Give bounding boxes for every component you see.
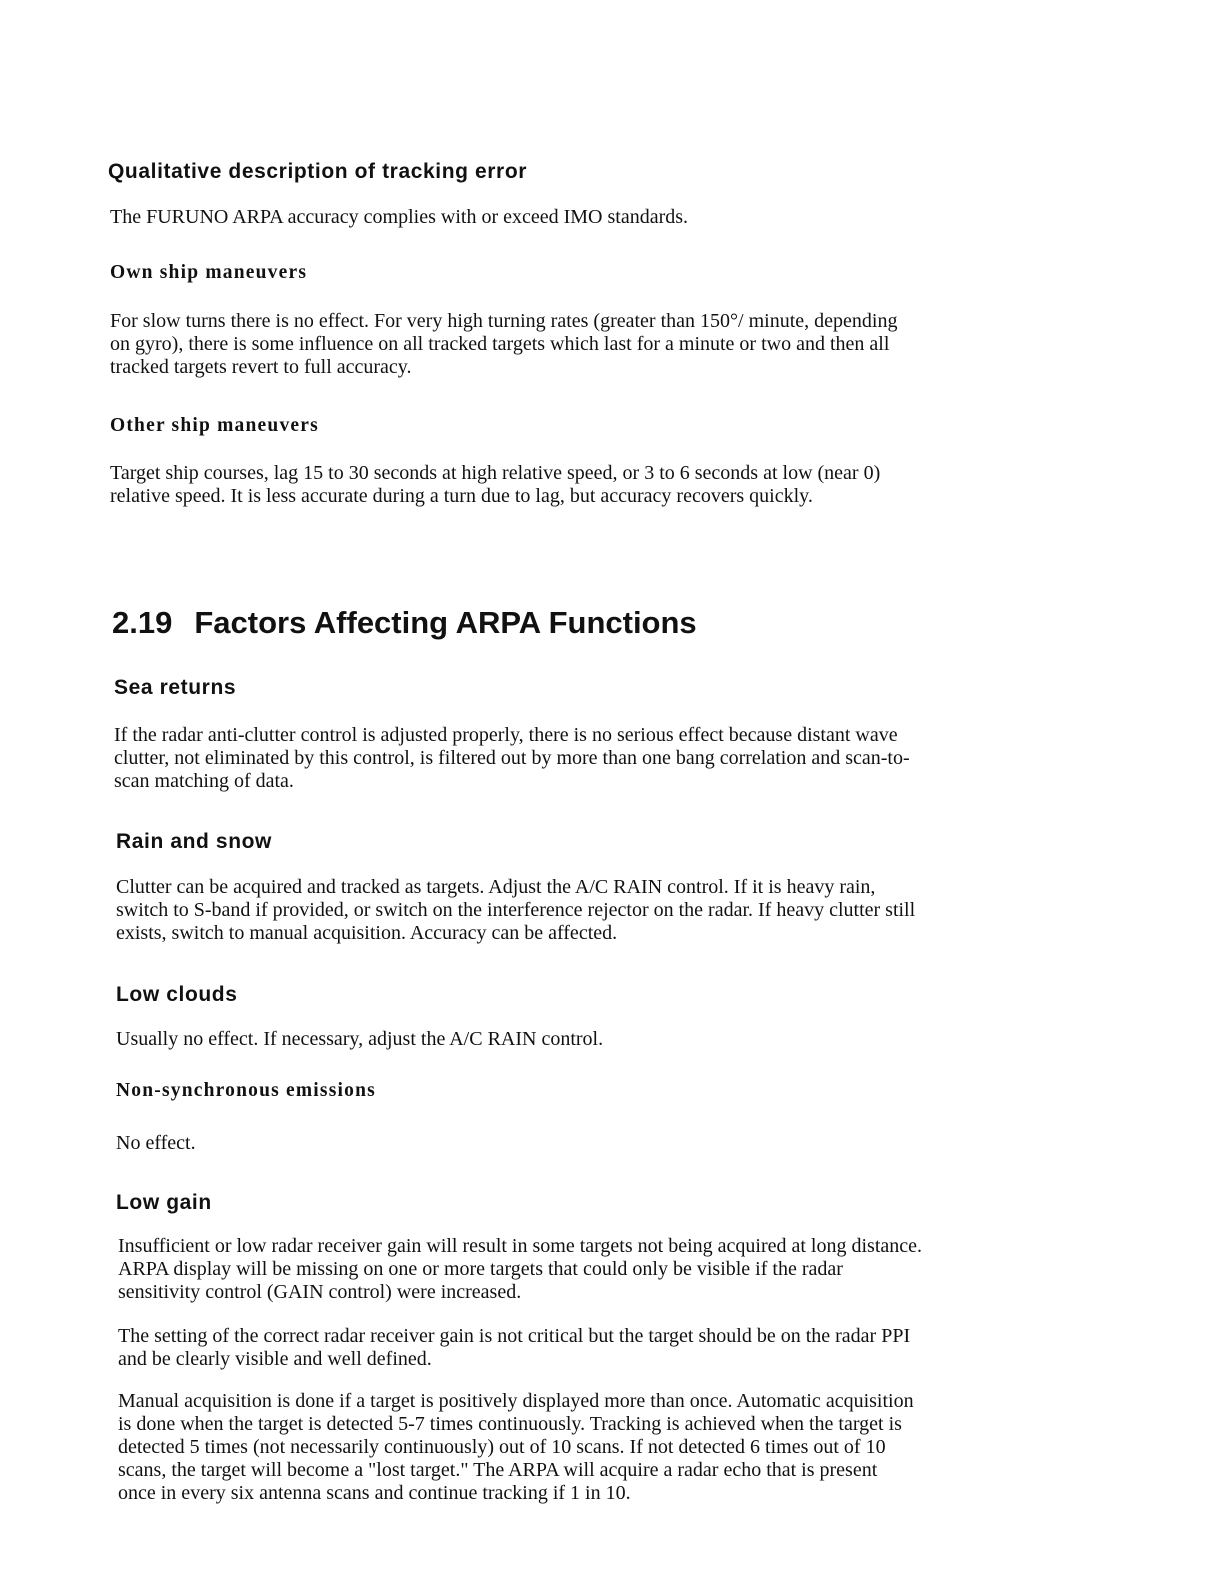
rain-snow-paragraph [116, 876, 1076, 945]
heading-tracking-error: Qualitative description of tracking error [108, 160, 528, 183]
non-sync-paragraph [116, 1132, 1076, 1155]
text-line: exists, switch to manual acquisition. Accuracy can be affected. [116, 922, 618, 944]
text-line: on gyro), there is some influence on all tracked targets which last for a minute or two and then all [110, 333, 890, 355]
section-title-2-19 [112, 605, 1072, 641]
text-line: sensitivity control (GAIN control) were increased. [118, 1281, 522, 1303]
heading-rain-snow: Rain and snow [116, 830, 272, 853]
section-title-text: Factors Affecting ARPA Functions [194, 605, 697, 640]
heading-sea-returns: Sea returns [114, 676, 237, 699]
intro-paragraph [110, 206, 1070, 229]
text-line: The setting of the correct radar receiver gain is not critical but the target should be on the radar PPI [118, 1325, 911, 1347]
text-line: scans, the target will become a "lost target." The ARPA will acquire a radar echo that is present [118, 1459, 878, 1481]
text-line: once in every six antenna scans and continue tracking if 1 in 10. [118, 1482, 631, 1504]
text-line: tracked targets revert to full accuracy. [110, 356, 412, 378]
text-line: clutter, not eliminated by this control, is filtered out by more than one bang correlation and scan-to- [114, 747, 910, 769]
text-line: For slow turns there is no effect. For very high turning rates (greater than 150°/ minute, depending [110, 310, 898, 332]
heading-non-sync: Non-synchronous emissions [116, 1080, 376, 1101]
text-line: The FURUNO ARPA accuracy complies with or exceed IMO standards. [110, 206, 689, 228]
low-clouds-paragraph [116, 1028, 1076, 1051]
low-gain-paragraph-3 [118, 1390, 1078, 1505]
section-number: 2.19 [112, 605, 173, 640]
text-line: ARPA display will be missing on one or more targets that could only be visible if the radar [118, 1258, 843, 1280]
text-line: relative speed. It is less accurate during a turn due to lag, but accuracy recovers quickly. [110, 485, 813, 507]
own-ship-paragraph [110, 310, 1070, 379]
text-line: and be clearly visible and well defined. [118, 1348, 432, 1370]
text-line: If the radar anti-clutter control is adjusted properly, there is no serious effect because distant wave [114, 724, 898, 746]
text-line: is done when the target is detected 5-7 times continuously. Tracking is achieved when the target is [118, 1413, 902, 1435]
text-line: Usually no effect. If necessary, adjust the A/C RAIN control. [116, 1028, 604, 1050]
text-line: Manual acquisition is done if a target is positively displayed more than once. Automatic acquisition [118, 1390, 914, 1412]
low-gain-paragraph-1 [118, 1235, 1078, 1304]
text-line: Insufficient or low radar receiver gain will result in some targets not being acquired at long distance. [118, 1235, 923, 1257]
heading-low-gain: Low gain [116, 1191, 212, 1214]
text-line: switch to S-band if provided, or switch on the interference rejector on the radar. If heavy clutter still [116, 899, 916, 921]
text-line: Target ship courses, lag 15 to 30 seconds at high relative speed, or 3 to 6 seconds at low (near 0) [110, 462, 881, 484]
text-line: No effect. [116, 1132, 196, 1154]
text-line: detected 5 times (not necessarily continuously) out of 10 scans. If not detected 6 times out of 10 [118, 1436, 886, 1458]
heading-own-ship: Own ship maneuvers [110, 262, 308, 283]
text-line: Clutter can be acquired and tracked as targets. Adjust the A/C RAIN control. If it is heavy rain, [116, 876, 876, 898]
heading-low-clouds: Low clouds [116, 983, 238, 1006]
other-ship-paragraph [110, 462, 1070, 508]
text-line: scan matching of data. [114, 770, 294, 792]
sea-returns-paragraph [114, 724, 1074, 793]
low-gain-paragraph-2 [118, 1325, 1078, 1371]
heading-other-ship: Other ship maneuvers [110, 415, 319, 436]
